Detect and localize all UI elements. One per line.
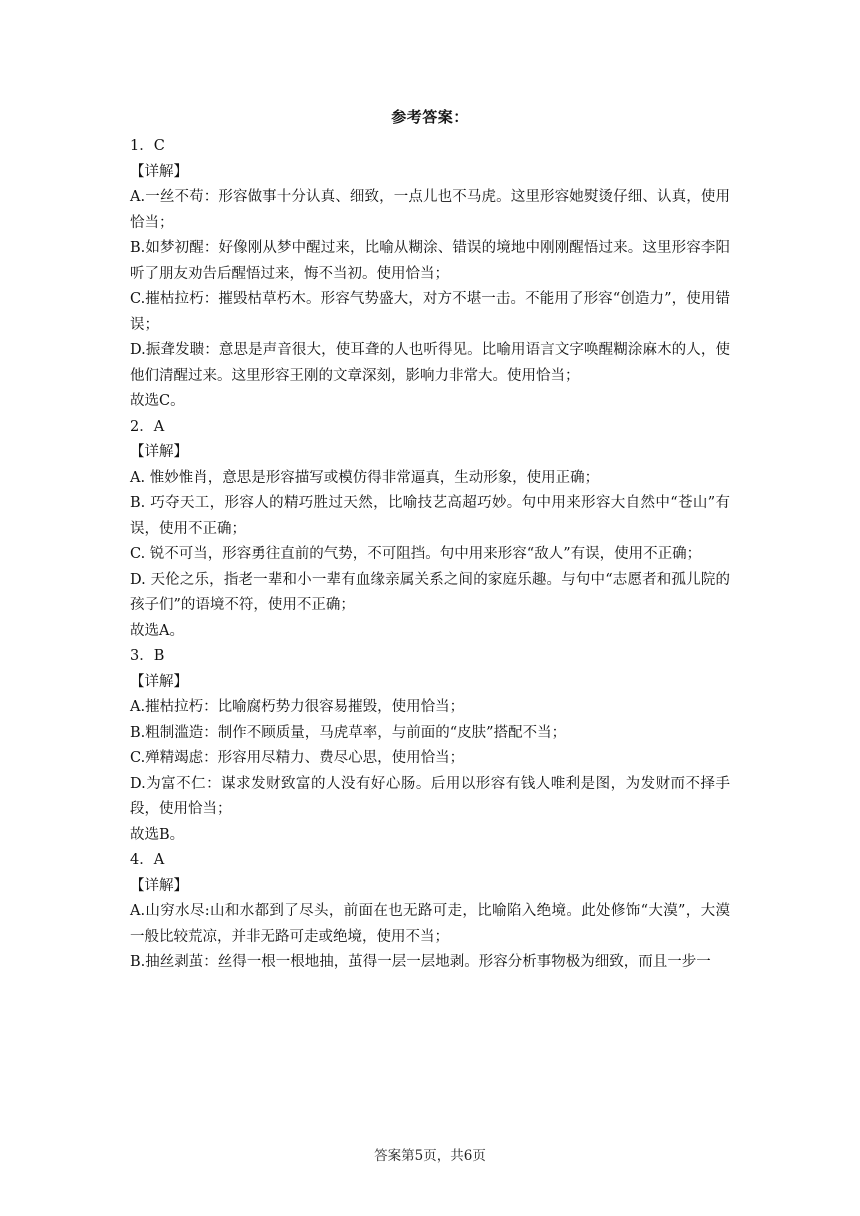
explanation-paragraph: A. 惟妙惟肖，意思是形容描写或模仿得非常逼真，生动形象，使用正确； [130,469,600,486]
detail-label: 【详解】 [130,444,188,460]
explanation-paragraph: B.粗制滥造：制作不顾质量，马虎草率，与前面的“皮肤”搭配不当； [130,724,567,741]
explanation-paragraph: C. 锐不可当，形容勇往直前的气势，不可阻挡。句中用来形容“敌人”有误，使用不正确； [130,546,702,562]
question-3 [130,644,730,848]
answer-conclusion: 故选B。 [130,826,185,843]
explanation-paragraph: A.一丝不苟：形容做事十分认真、细致，一点儿也不马虎。这里形容她熨烫仔细、认真，使用恰当； [130,189,730,231]
answer-content [130,134,730,976]
detail-label: 【详解】 [130,673,188,690]
question-number: 4．A [130,852,165,868]
explanation-paragraph: D.振聋发聩：意思是声音很大，使耳聋的人也听得见。比喻用语言文字唤醒糊涂麻木的人，使他们清醒过来。这里形容王刚的文章深刻，影响力非常大。使用恰当； [130,342,730,384]
question-2 [130,415,730,645]
explanation-paragraph: B. 巧夺天工，形容人的精巧胜过天然，比喻技艺高超巧妙。句中用来形容大自然中“苍山”有误，使用不正确； [130,495,730,537]
detail-label: 【详解】 [130,163,188,180]
page-title: 参考答案： [391,108,469,126]
answer-conclusion: 故选A。 [130,622,184,639]
question-4 [130,848,730,976]
explanation-paragraph: D. 天伦之乐，指老一辈和小一辈有血缘亲属关系之间的家庭乐趣。与句中“志愿者和孤儿院的孩子们”的语境不符，使用不正确； [130,571,730,613]
explanation-paragraph: C.殚精竭虑：形容用尽精力、费尽心思，使用恰当； [130,750,465,766]
detail-label: 【详解】 [130,877,188,894]
page-footer: 答案第5页，共6页 [374,1148,486,1164]
explanation-paragraph: D.为富不仁：谋求发财致富的人没有好心肠。后用以形容有钱人唯利是图，为发财而不择手段，使用恰当； [130,775,730,817]
question-number: 1．C [130,138,165,154]
explanation-paragraph: C.摧枯拉朽：摧毁枯草朽木。形容气势盛大，对方不堪一击。不能用了形容“创造力”，使用错误； [130,291,730,333]
answer-conclusion: 故选C。 [130,393,185,409]
explanation-paragraph: A.山穷水尽:山和水都到了尽头，前面在也无路可走，比喻陷入绝境。此处修饰“大漠”，大漠一般比较荒凉，并非无路可走或绝境，使用不当； [130,903,730,945]
explanation-paragraph: A.摧枯拉朽：比喻腐朽势力很容易摧毁，使用恰当； [130,699,465,715]
question-number: 2．A [130,418,165,435]
explanation-paragraph: B.抽丝剥茧：丝得一根一根地抽，茧得一层一层地剥。形容分析事物极为细致，而且一步一 [130,954,711,970]
question-number: 3．B [130,648,165,664]
question-1 [130,134,730,415]
explanation-paragraph: B.如梦初醒：好像刚从梦中醒过来，比喻从糊涂、错误的境地中刚刚醒悟过来。这里形容李阳听了朋友劝告后醒悟过来，悔不当初。使用恰当； [130,240,730,282]
